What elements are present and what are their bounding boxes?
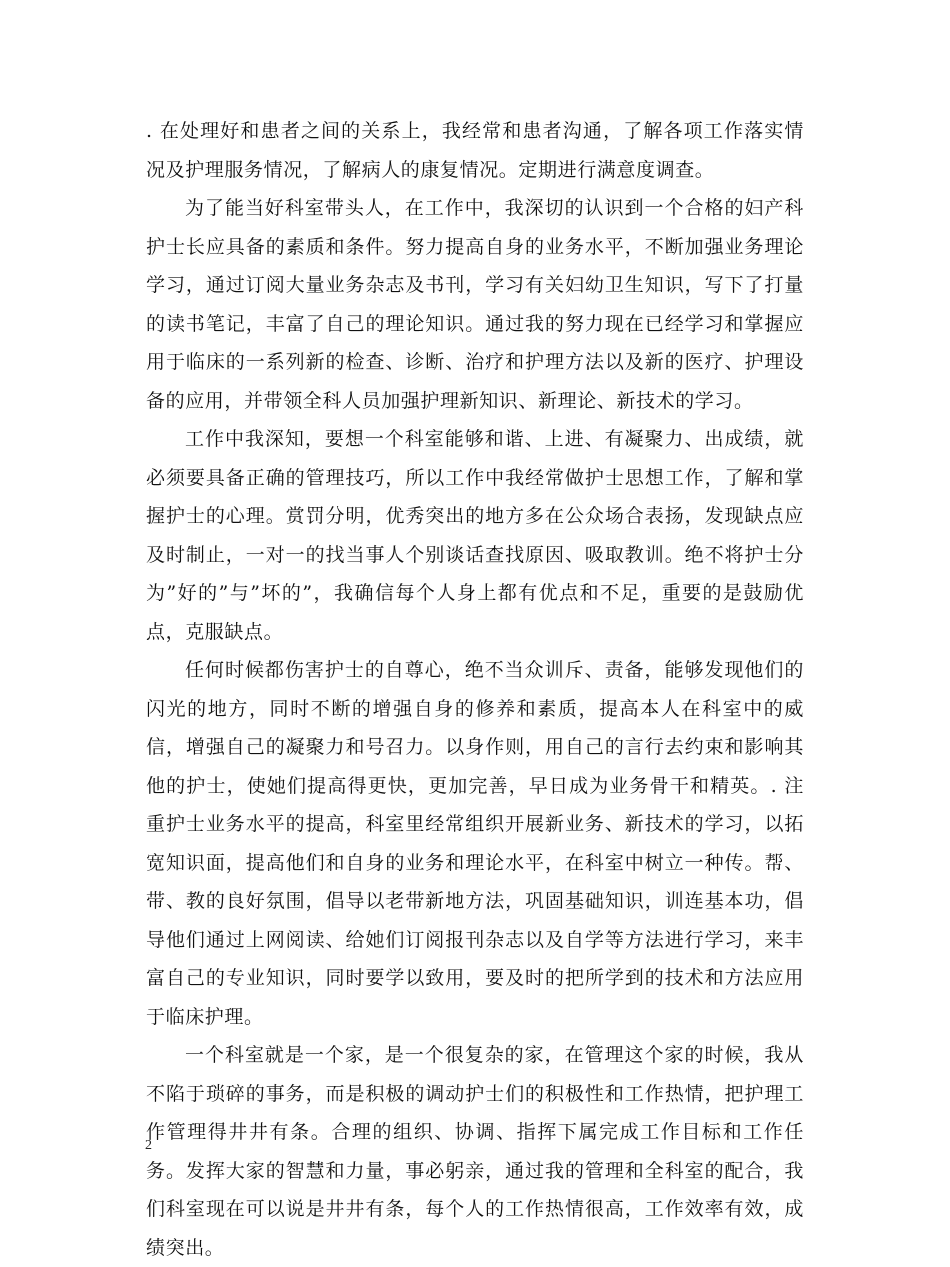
- paragraph-2: 为了能当好科室带头人，在工作中，我深切的认识到一个合格的妇产科护士长应具备的素质和条件。努力提高自身的业务水平，不断加强业务理论学习，通过订阅大量业务杂志及书刊，学习有关妇幼卫生知识，写下了打量的读书笔记，丰富了自己的理论知识。通过我的努力现在已经学习和掌握应用于临床的一系列新的检查、诊断、治疗和护理方法以及新的医疗、护理设备的应用，并带领全科人员加强护理新知识、新理论、新技术的学习。: [146, 197, 804, 412]
- paragraph-4: 任何时候都伤害护士的自尊心，绝不当众训斥、责备，能够发现他们的闪光的地方，同时不断的增强自身的修养和素质，提高本人在科室中的威信，增强自己的凝聚力和号召力。以身作则，用自己的言行去约束和影响其他的护士，使她们提高得更快，更加完善，早日成为业务骨干和精英。. 注重护士业务水平的提高，科室里经常组织开展新业务、新技术的学习，以拓宽知识面，提高他们和自身的业务和理论水平，在科室中树立一种传。帮、带、教的良好氛围，倡导以老带新地方法，巩固基础知识，训连基本功，倡导他们通过上网阅读、给她们订阅报刊杂志以及自学等方法进行学习，来丰富自己的专业知识，同时要学以致用，要及时的把所学到的技术和方法应用于临床护理。: [146, 659, 804, 1028]
- body-text: [146, 112, 804, 1267]
- paragraph-1: . 在处理好和患者之间的关系上，我经常和患者沟通，了解各项工作落实情况及护理服务情况，了解病人的康复情况。定期进行满意度调查。: [146, 120, 804, 181]
- page-number: 2: [145, 1138, 152, 1153]
- paragraph-5: 一个科室就是一个家，是一个很复杂的家，在管理这个家的时候，我从不陷于琐碎的事务，而是积极的调动护士们的积极性和工作热情，把护理工作管理得井井有条。合理的组织、协调、指挥下属完成工作目标和工作任务。发挥大家的智慧和力量，事必躬亲，通过我的管理和全科室的配合，我们科室现在可以说是井井有条，每个人的工作热情很高，工作效率有效，成绩突出。: [146, 1044, 804, 1259]
- paragraph-3: 工作中我深知，要想一个科室能够和谐、上进、有凝聚力、出成绩，就必须要具备正确的管理技巧，所以工作中我经常做护士思想工作，了解和掌握护士的心理。赏罚分明，优秀突出的地方多在公众场合表扬，发现缺点应及时制止，一对一的找当事人个别谈话查找原因、吸取教训。绝不将护士分为”好的”与”坏的”，我确信每个人身上都有优点和不足，重要的是鼓励优点，克服缺点。: [146, 428, 804, 643]
